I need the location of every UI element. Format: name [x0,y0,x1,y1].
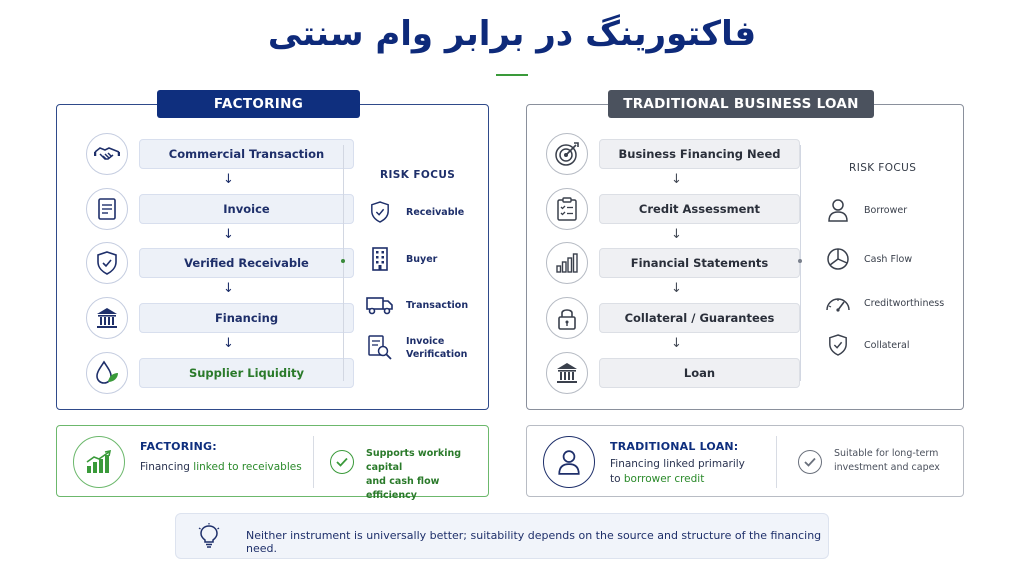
title-underline [496,74,528,76]
factoring-step-invoice [86,194,356,224]
loan-header: TRADITIONAL BUSINESS LOAN [608,90,874,118]
person-icon [543,436,595,488]
risk-item-buyer [366,245,437,273]
gauge-icon [824,289,852,317]
risk-label: Invoice Verification [406,336,468,360]
arrow-down-icon: ↓ [223,172,234,187]
risk-item-receivable [366,198,464,226]
risk-item-creditworthiness [824,289,944,317]
risk-item-borrower [824,196,907,224]
step-label: Supplier Liquidity [139,358,354,388]
risk-label: Creditworthiness [864,297,945,309]
arrow-down-icon: ↓ [671,336,682,351]
footer-note [175,513,829,559]
bank-icon [546,352,588,394]
person-icon [824,196,852,224]
clipboard-checklist-icon [546,188,588,230]
factoring-header: FACTORING [157,90,360,118]
page-title: فاکتورینگ در برابر وام سنتی [267,14,757,54]
footer-text: Neither instrument is universally better; suitability depends on the source and structure of the financing need. [246,529,822,555]
shield-check-icon [824,331,852,359]
loan-step-loan [546,358,806,388]
growth-chart-icon [73,436,125,488]
handshake-icon [86,133,128,175]
arrow-down-icon: ↓ [671,172,682,187]
lock-icon [546,297,588,339]
target-icon [546,133,588,175]
factoring-step-financing [86,303,356,333]
summary-text: Financing linked primarily to borrower credit [610,458,745,485]
summary-title: FACTORING: [140,440,217,453]
step-label: Collateral / Guarantees [599,303,800,333]
step-label: Invoice [139,194,354,224]
check-circle-icon [798,450,822,474]
summary-text: Financing linked to receivables [140,461,302,473]
risk-item-cash-flow [824,245,912,273]
risk-focus-title: RISK FOCUS [380,169,456,181]
divider [800,145,801,381]
truck-icon [366,291,394,319]
arrow-down-icon: ↓ [671,281,682,296]
building-icon [366,245,394,273]
risk-focus-title: RISK FOCUS [849,162,917,174]
risk-label: Receivable [406,206,465,218]
shield-check-icon [86,242,128,284]
factoring-panel [56,96,489,410]
risk-label: Borrower [864,204,908,216]
divider [776,436,777,488]
invoice-search-icon [366,334,394,362]
step-label: Loan [599,358,800,388]
factoring-step-verified-receivable [86,248,356,278]
risk-item-collateral [824,331,909,359]
divider [343,145,344,381]
divider [313,436,314,488]
check-circle-icon [330,450,354,474]
loan-step-financial-statements [546,248,806,278]
step-label: Financing [139,303,354,333]
divider-dot [341,259,345,263]
arrow-down-icon: ↓ [223,281,234,296]
arrow-down-icon: ↓ [223,227,234,242]
factoring-step-supplier-liquidity [86,358,356,388]
bar-chart-icon [546,242,588,284]
arrow-down-icon: ↓ [223,336,234,351]
step-label: Commercial Transaction [139,139,354,169]
summary-note: Suitable for long-term investment and capex [834,448,940,473]
factoring-summary [56,425,489,501]
risk-item-invoice-verification [366,334,467,362]
factoring-step-commercial-transaction [86,139,356,169]
bank-icon [86,297,128,339]
step-label: Verified Receivable [139,248,354,278]
step-label: Business Financing Need [599,139,800,169]
summary-note: Supports working capital and cash flow efficiency [366,448,462,501]
loan-step-business-financing-need [546,139,806,169]
step-label: Credit Assessment [599,194,800,224]
risk-label: Collateral [864,339,910,351]
risk-label: Buyer [406,253,438,265]
loan-step-credit-assessment [546,194,806,224]
loan-panel [526,96,964,410]
shield-check-icon [366,198,394,226]
pie-chart-icon [824,245,852,273]
risk-label: Cash Flow [864,253,913,265]
lightbulb-icon [194,521,224,551]
risk-item-transaction [366,291,468,319]
risk-label: Transaction [406,299,469,311]
divider-dot [798,259,802,263]
document-icon [86,188,128,230]
summary-title: TRADITIONAL LOAN: [610,440,739,453]
loan-summary [526,425,964,497]
loan-step-collateral-guarantees [546,303,806,333]
arrow-down-icon: ↓ [671,227,682,242]
water-drop-leaf-icon [86,352,128,394]
step-label: Financial Statements [599,248,800,278]
